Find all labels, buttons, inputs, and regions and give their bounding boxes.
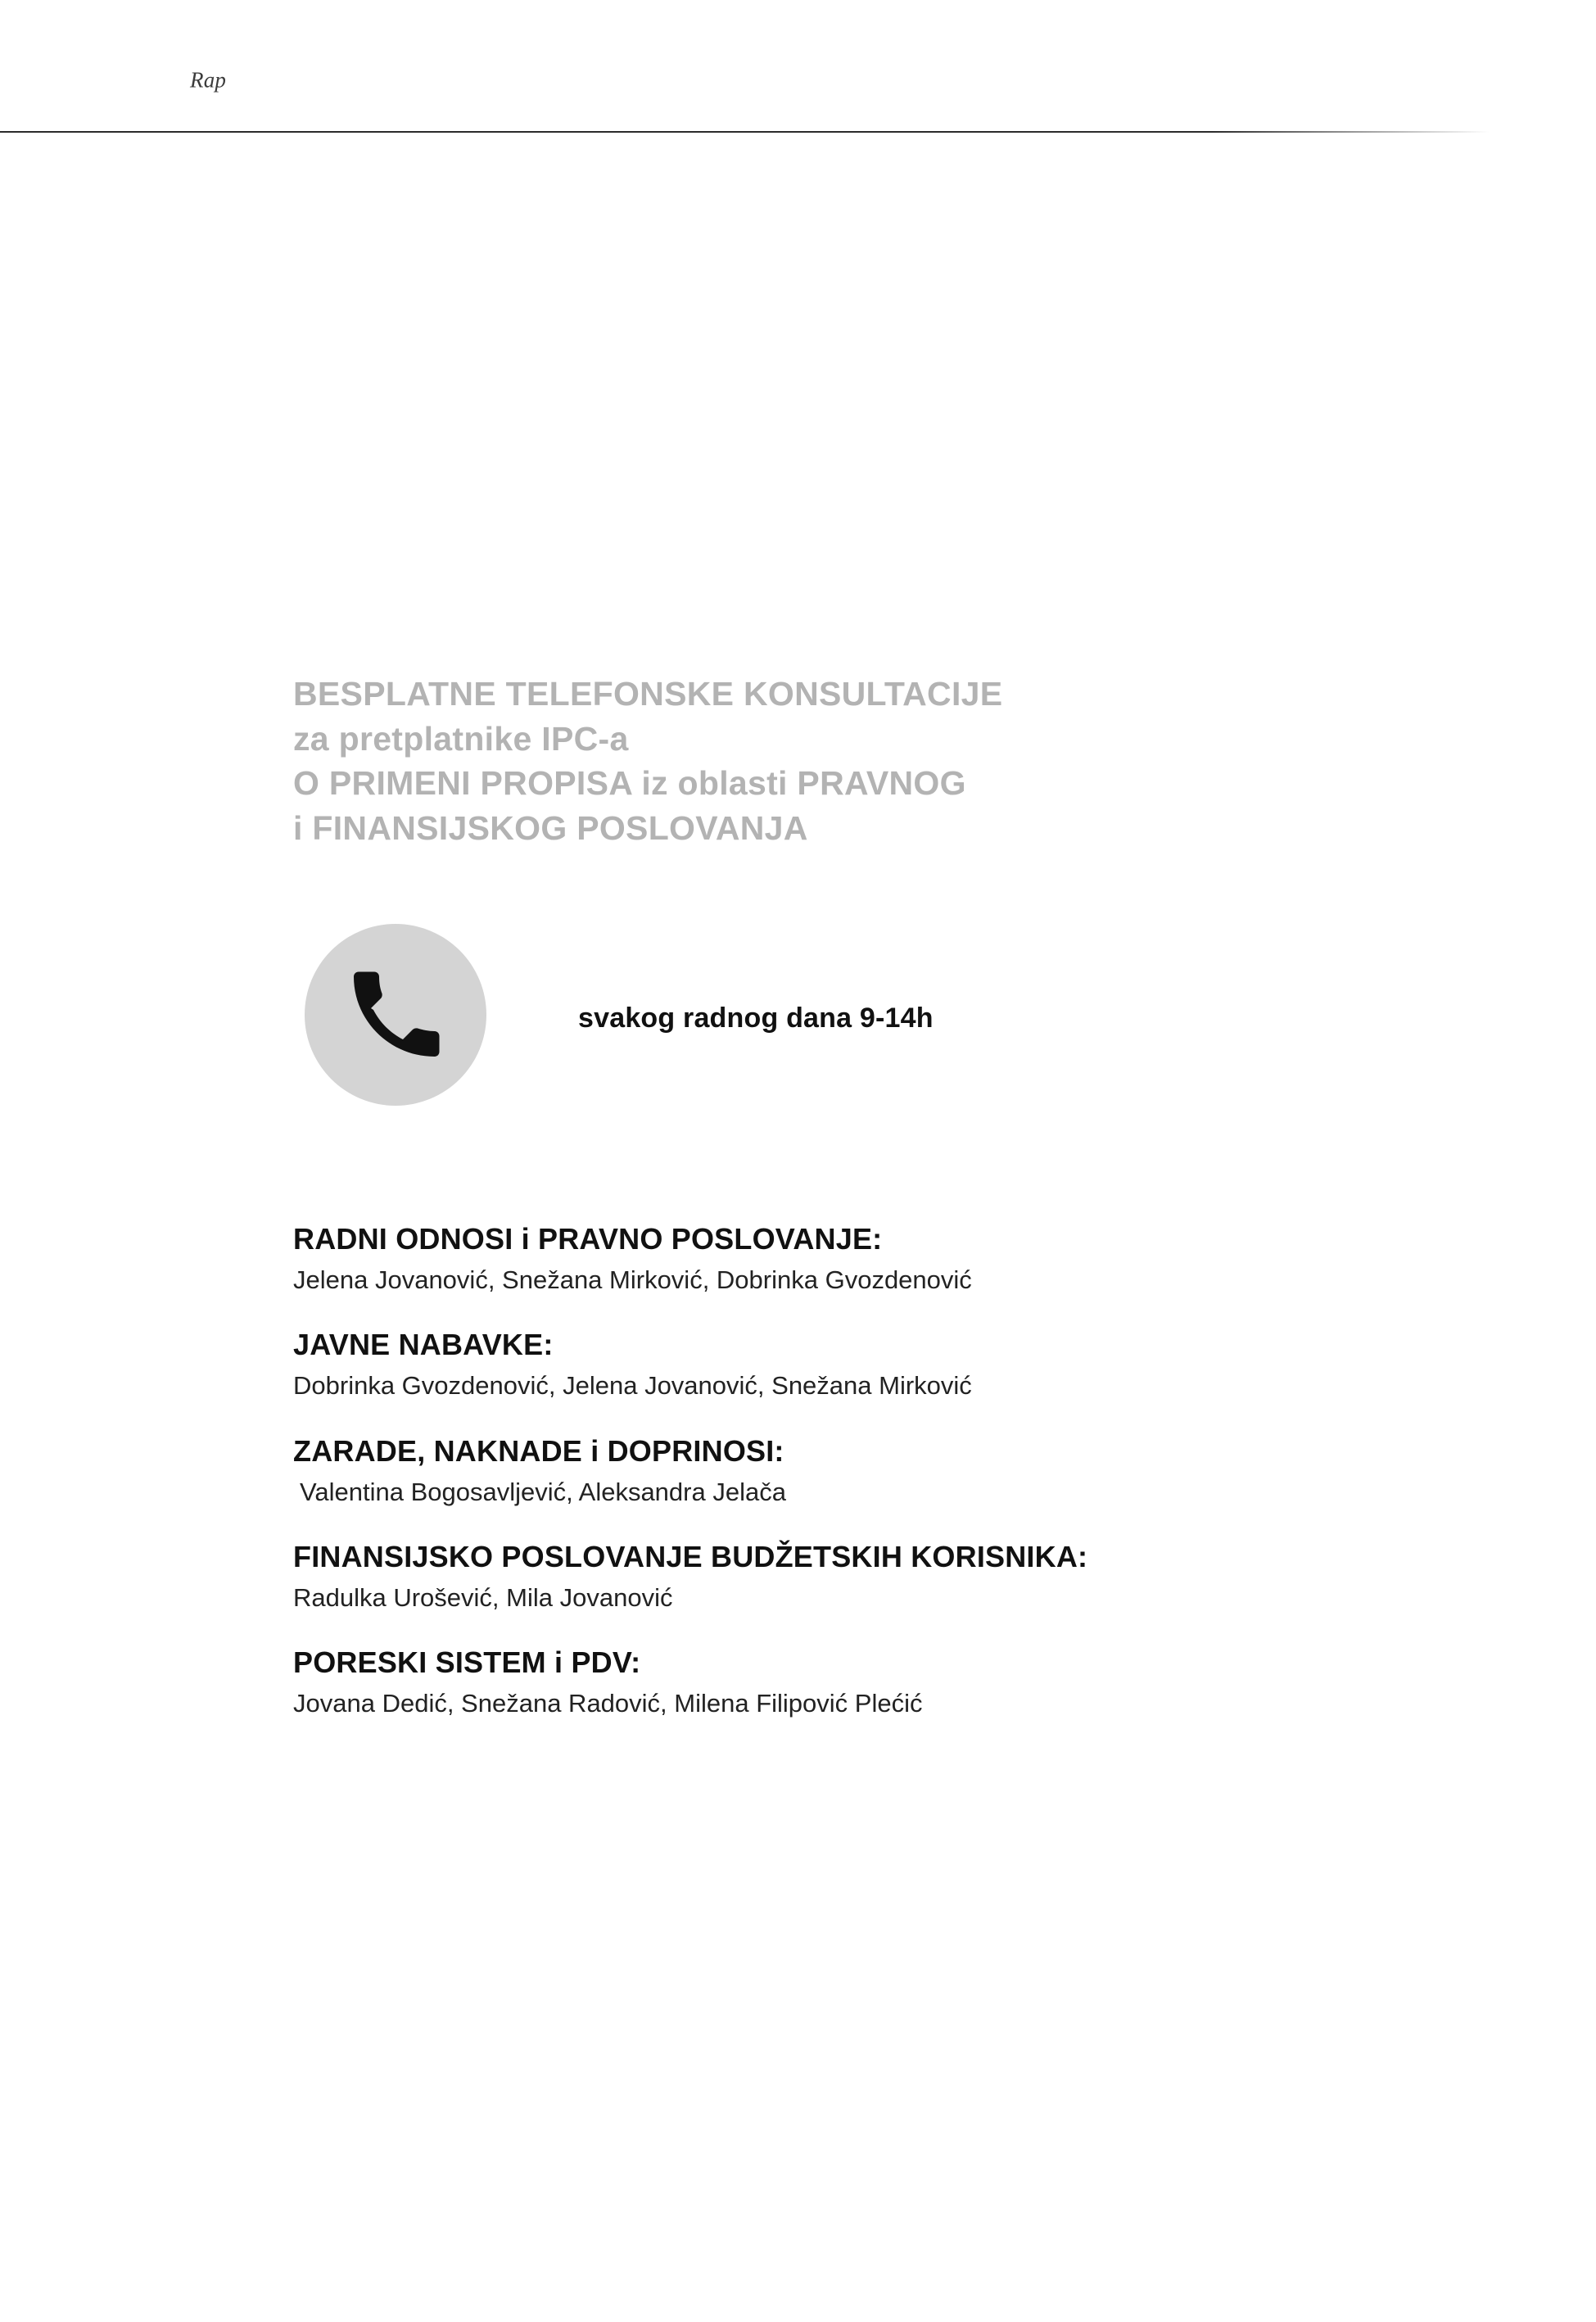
phone-badge-circle — [305, 924, 486, 1106]
topic-consultants: Jelena Jovanović, Snežana Mirković, Dobrinka Gvozdenović — [293, 1265, 972, 1294]
list-item — [293, 1220, 1456, 1297]
headline-line-3: O PRIMENI PROPISA iz oblasti PRAVNOG — [293, 764, 966, 803]
consultation-topics-list — [293, 1220, 1456, 1749]
list-item — [293, 1326, 1456, 1402]
topic-title: RADNI ODNOSI i PRAVNO POSLOVANJE: — [293, 1222, 883, 1256]
topic-title: JAVNE NABAVKE: — [293, 1328, 554, 1362]
topic-title: ZARADE, NAKNADE i DOPRINOSI: — [293, 1433, 784, 1468]
topic-title: PORESKI SISTEM i PDV: — [293, 1645, 641, 1680]
list-item — [293, 1433, 1456, 1509]
topic-title: FINANSIJSKO POSLOVANJE BUDŽETSKIH KORISNIKA: — [293, 1539, 1088, 1573]
topic-consultants: Radulka Urošević, Mila Jovanović — [293, 1582, 673, 1612]
topic-consultants: Jovana Dedić, Snežana Radović, Milena Filipović Plećić — [293, 1689, 923, 1718]
phone-handset-icon — [305, 924, 486, 1106]
headline-line-2: za pretplatnike IPC-a — [293, 719, 629, 758]
headline-line-1: BESPLATNE TELEFONSKE KONSULTACIJE — [293, 675, 1003, 713]
topic-consultants: Dobrinka Gvozdenović, Jelena Jovanović, Snežana Mirković — [293, 1371, 972, 1401]
phone-availability-block — [293, 924, 1358, 1129]
phone-hours-text: svakog radnog dana 9-14h — [578, 1003, 934, 1034]
list-item — [293, 1644, 1456, 1720]
topic-consultants: Valentina Bogosavljević, Aleksandra Jelača — [300, 1477, 786, 1506]
list-item — [293, 1538, 1456, 1614]
page-title — [293, 672, 1358, 850]
running-head-label: Rap — [190, 67, 227, 93]
headline-line-4: i FINANSIJSKOG POSLOVANJA — [293, 808, 808, 847]
